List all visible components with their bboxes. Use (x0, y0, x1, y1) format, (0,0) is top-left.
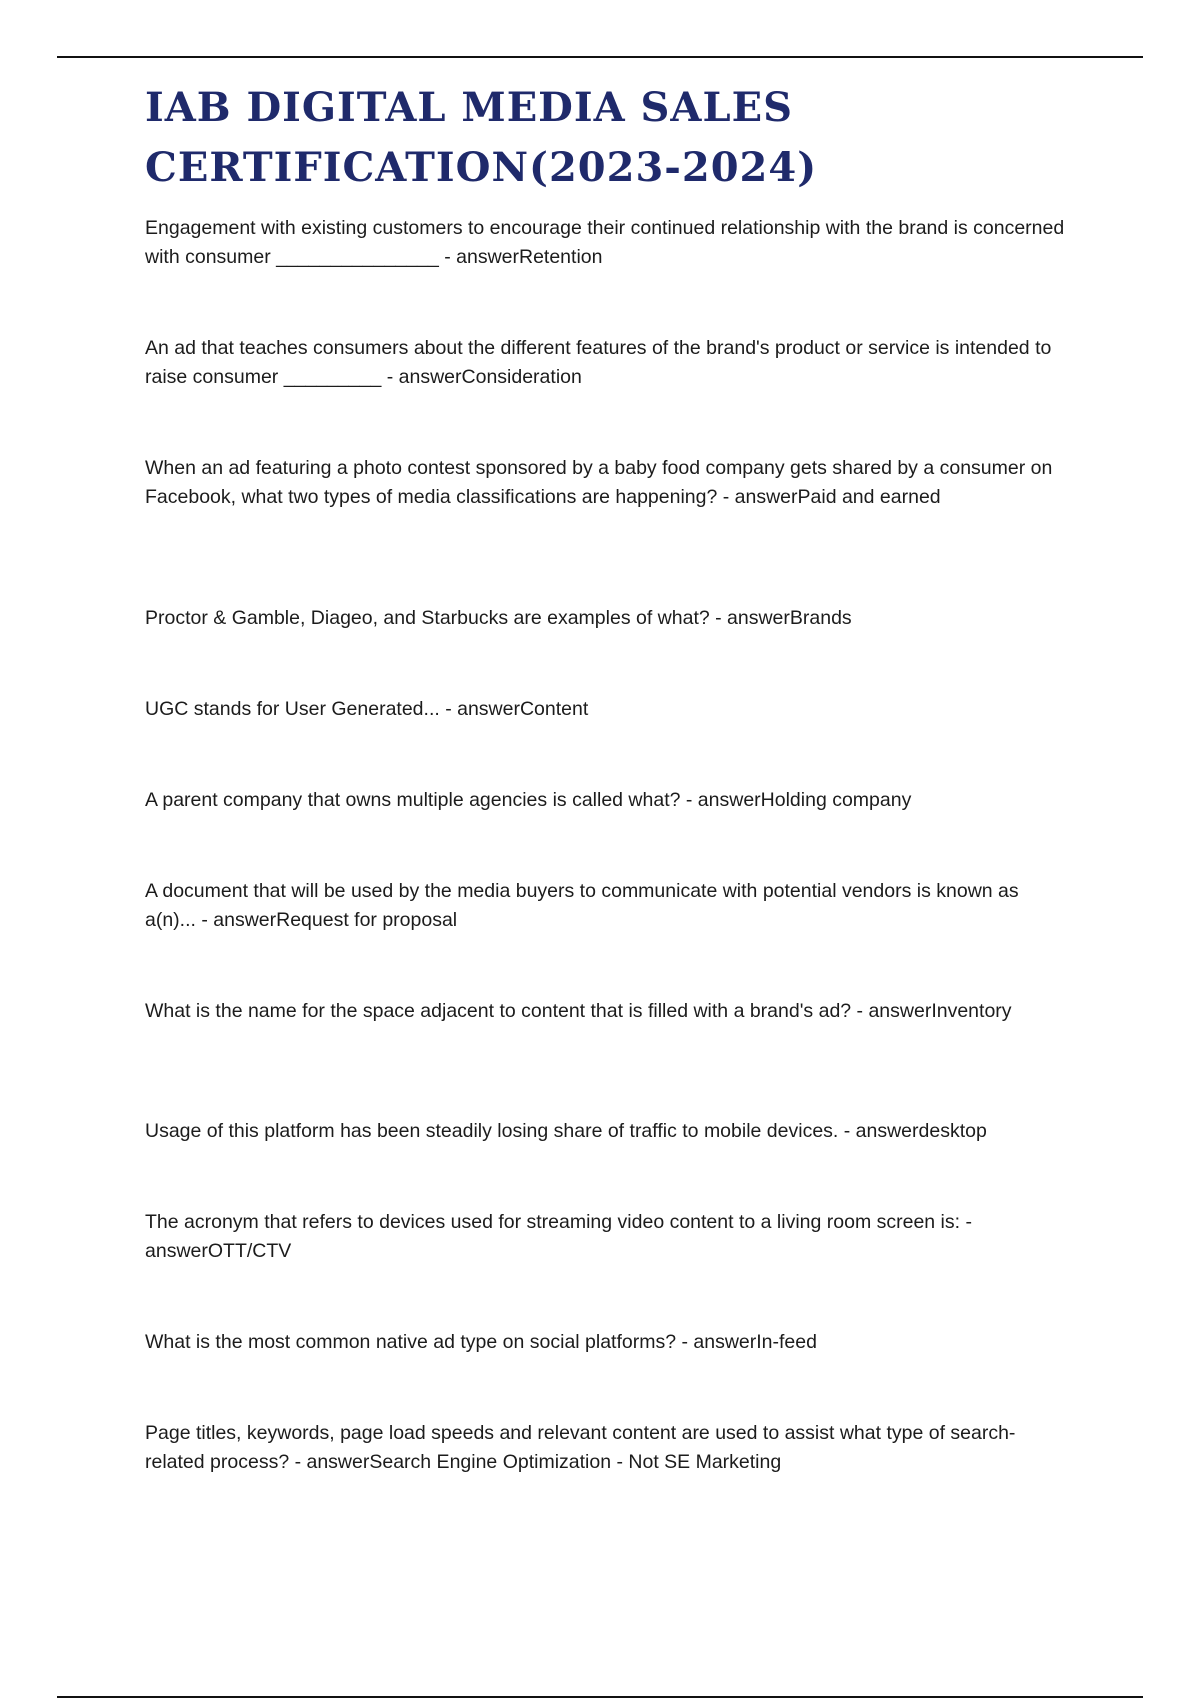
qa-item: A document that will be used by the media buyers to communicate with potential vendors is known as a(n)... - answerRequest for proposal (145, 880, 1019, 931)
qa-item: The acronym that refers to devices used for streaming video content to a living room screen is: - answerOTT/CTV (145, 1211, 972, 1262)
qa-item: When an ad featuring a photo contest sponsored by a baby food company gets shared by a consumer on Facebook, what two types of media classifications are happening? - answerPaid and earned (145, 457, 1053, 508)
top-divider (57, 56, 1143, 58)
qa-item: What is the most common native ad type on social platforms? - answerIn-feed (145, 1331, 817, 1353)
qa-item: Proctor & Gamble, Diageo, and Starbucks are examples of what? - answerBrands (145, 607, 852, 629)
bottom-divider (57, 1696, 1143, 1698)
title-line-2: CERTIFICATION(2023-2024) (145, 144, 818, 191)
qa-item: Page titles, keywords, page load speeds and relevant content are used to assist what type of search-related process? - answerSearch Engine Optimization - Not SE Marketing (145, 1422, 1016, 1473)
qa-item: A parent company that owns multiple agencies is called what? - answerHolding company (145, 789, 912, 811)
document-title (145, 78, 1105, 198)
qa-item: What is the name for the space adjacent to content that is filled with a brand's ad? - answerInventory (145, 1000, 1012, 1022)
qa-item: Engagement with existing customers to encourage their continued relationship with the brand is concerned with consumer _______________ - answerRetention (145, 217, 1065, 268)
qa-list (145, 214, 1070, 1539)
qa-item: Usage of this platform has been steadily losing share of traffic to mobile devices. - answerdesktop (145, 1120, 987, 1142)
title-line-1: IAB DIGITAL MEDIA SALES (145, 84, 793, 131)
qa-item: UGC stands for User Generated... - answerContent (145, 698, 589, 720)
qa-item: An ad that teaches consumers about the different features of the brand's product or service is intended to raise consumer _________ - answerConsideration (145, 337, 1052, 388)
